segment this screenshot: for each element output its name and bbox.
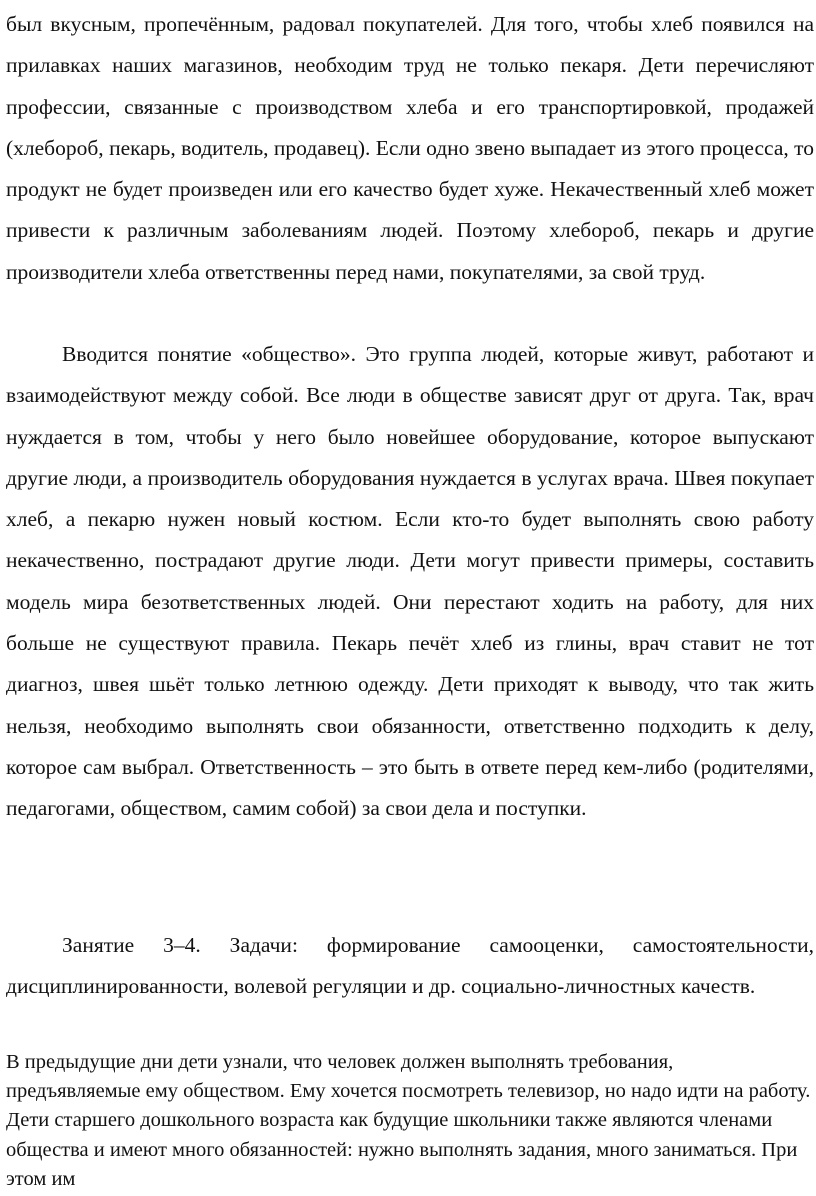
paragraph-previous-days: В предыдущие дни дети узнали, что человек должен выполнять требования, предъявляемые ему обществом. Ему хочется посмотреть телевизор, но надо идти на работу. Дети старшего дошкольного возраста как будущие школьники также являются членами общества и имеют много обязанностей: нужно выполнять задания, много заниматься. При этом им bbox=[6, 1051, 811, 1190]
paragraph-lesson-tasks: Занятие 3–4. Задачи: формирование самооценки, самостоятельности, дисциплинированности, волевой регуляции и др. социально-личностных качеств. bbox=[6, 933, 814, 999]
paragraph-society-concept: Вводится понятие «общество». Это группа людей, которые живут, работают и взаимодействуют между собой. Все люди в обществе зависят друг от друга. Так, врач нуждается в том, чтобы у него было новейшее оборудование, которое выпускают другие люди, а производитель оборудования нуждается в услугах врача. Швея покупает хлеб, а пекарю нужен новый костюм. Если кто-то будет выполнять свою работу некачественно, пострадают другие люди. Дети могут привести примеры, составить модель мира безответственных людей. Они перестают ходить на работу, для них больше не существуют правила. Пекарь печёт хлеб из глины, врач ставит не тот диагноз, швея шьёт только летнюю одежду. Дети приходят к выводу, что так жить нельзя, необходимо выполнять свои обязанности, ответственно подходить к делу, которое сам выбрал. Ответственность – это быть в ответе перед кем-либо (родителями, педагогами, обществом, самим собой) за свои дела и поступки. bbox=[6, 342, 814, 821]
paragraph-bread-responsibility: был вкусным, пропечённым, радовал покупателей. Для того, чтобы хлеб появился на прилавках наших магазинов, необходим труд не только пекаря. Дети перечисляют профессии, связанные с производством хлеба и его транспортировкой, продажей (хлебороб, пекарь, водитель, продавец). Если одно звено выпадает из этого процесса, то продукт не будет произведен или его качество будет хуже. Некачественный хлеб может привести к различным заболеваниям людей. Поэтому хлебороб, пекарь и другие производители хлеба ответственны перед нами, покупателями, за свой труд. bbox=[6, 12, 814, 284]
